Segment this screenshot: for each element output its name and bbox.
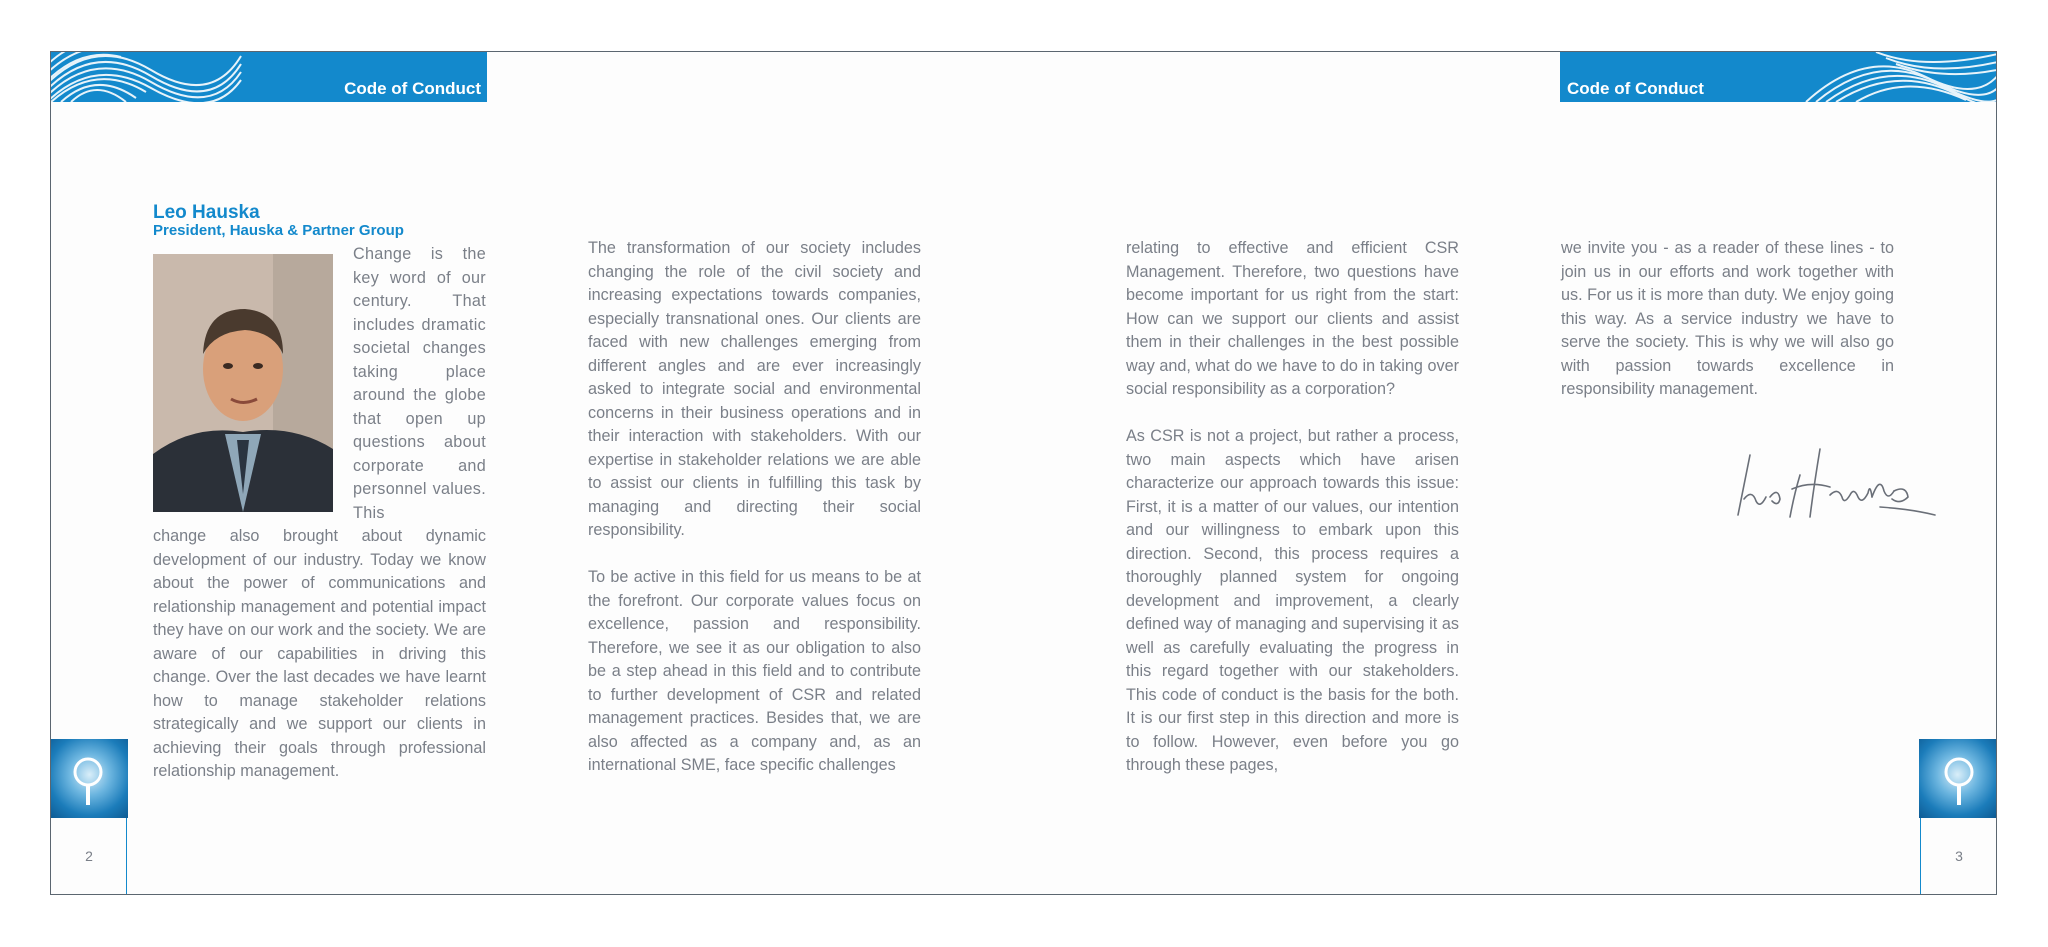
column-3 xyxy=(1126,237,1459,801)
intro-text-wrap: Change is the key word of our century. That includes dramatic societal changes taking place around the globe that open up questions about corporate and personnel values. This xyxy=(353,245,486,522)
signature xyxy=(1730,435,1940,525)
page-number-right: 3 xyxy=(1955,848,1963,864)
author-portrait xyxy=(153,254,333,512)
header-title-left: Code of Conduct xyxy=(344,79,481,98)
magnifier-icon xyxy=(1919,739,1996,818)
header-band-left xyxy=(51,52,487,102)
side-strip-left xyxy=(51,739,127,894)
column-4 xyxy=(1561,237,1894,425)
page-number-left: 2 xyxy=(85,848,93,864)
header-band-right xyxy=(1560,52,1996,102)
fingerprint-icon xyxy=(1796,52,1996,102)
magnifier-icon xyxy=(51,739,128,818)
author-name: Leo Hauska xyxy=(153,202,260,223)
column-4-paragraph-1: we invite you - as a reader of these lines - to join us in our efforts and work together with us. For us it is more than duty. We enjoy going this way. As a service industry we have to serve the society. This is why we will also go with passion towards excellence in responsibility management. xyxy=(1561,239,1894,398)
column-2 xyxy=(588,237,921,801)
column-1 xyxy=(153,525,486,807)
intro-text-rest: change also brought about dynamic development of our industry. Today we know about the power of communications and relationship management and potential impact they have on our work and the society. We are aware of our capabilities in driving this change. Over the last decades we have learnt how to manage stakeholder relations strategically and we support our clients in achieving their goals through professional relationship management. xyxy=(153,527,486,780)
column-2-paragraph-2: To be active in this field for us means to be at the forefront. Our corporate values focus on excellence, passion and responsibility. Therefore, we see it as our obligation to also be a step ahead in this field and to contribute to further development of CSR and related management practices. Besides that, we are also affected as a company and, as an international SME, face specific challenges xyxy=(588,568,921,774)
fingerprint-icon xyxy=(51,52,251,102)
side-strip-right xyxy=(1920,739,1996,894)
author-role: President, Hauska & Partner Group xyxy=(153,222,404,239)
column-3-paragraph-2: As CSR is not a project, but rather a process, two main aspects which have arisen characterize our approach towards this issue: First, it is a matter of our values, our intention and our willingness to embark upon this direction. Second, this process requires a thoroughly planned system for ongoing development and improvement, a clearly defined way of managing and supervising it as well as carefully evaluating the progress in this regard together with our stakeholders. This code of conduct is the basis for the both. It is our first step in this direction and more is to follow. However, even before you go through these pages, xyxy=(1126,427,1459,774)
column-3-paragraph-1: relating to effective and efficient CSR Management. Therefore, two questions have become important for us right from the start: How can we support our clients and assist them in their challenges in the best possible way and, what do we have to do in taking over social responsibility as a corporation? xyxy=(1126,239,1459,398)
header-title-right: Code of Conduct xyxy=(1567,79,1704,98)
column-2-paragraph-1: The transformation of our society includes changing the role of the civil society and increasing expectations towards companies, especially transnational ones. Our clients are faced with new challenges emerging from different angles and are ever increasingly asked to integrate social and environmental concerns in their business operations and in their interaction with stakeholders. With our expertise in stakeholder relations we are able to assist our clients in fulfilling this task by managing and directing their social responsibility. xyxy=(588,239,921,539)
